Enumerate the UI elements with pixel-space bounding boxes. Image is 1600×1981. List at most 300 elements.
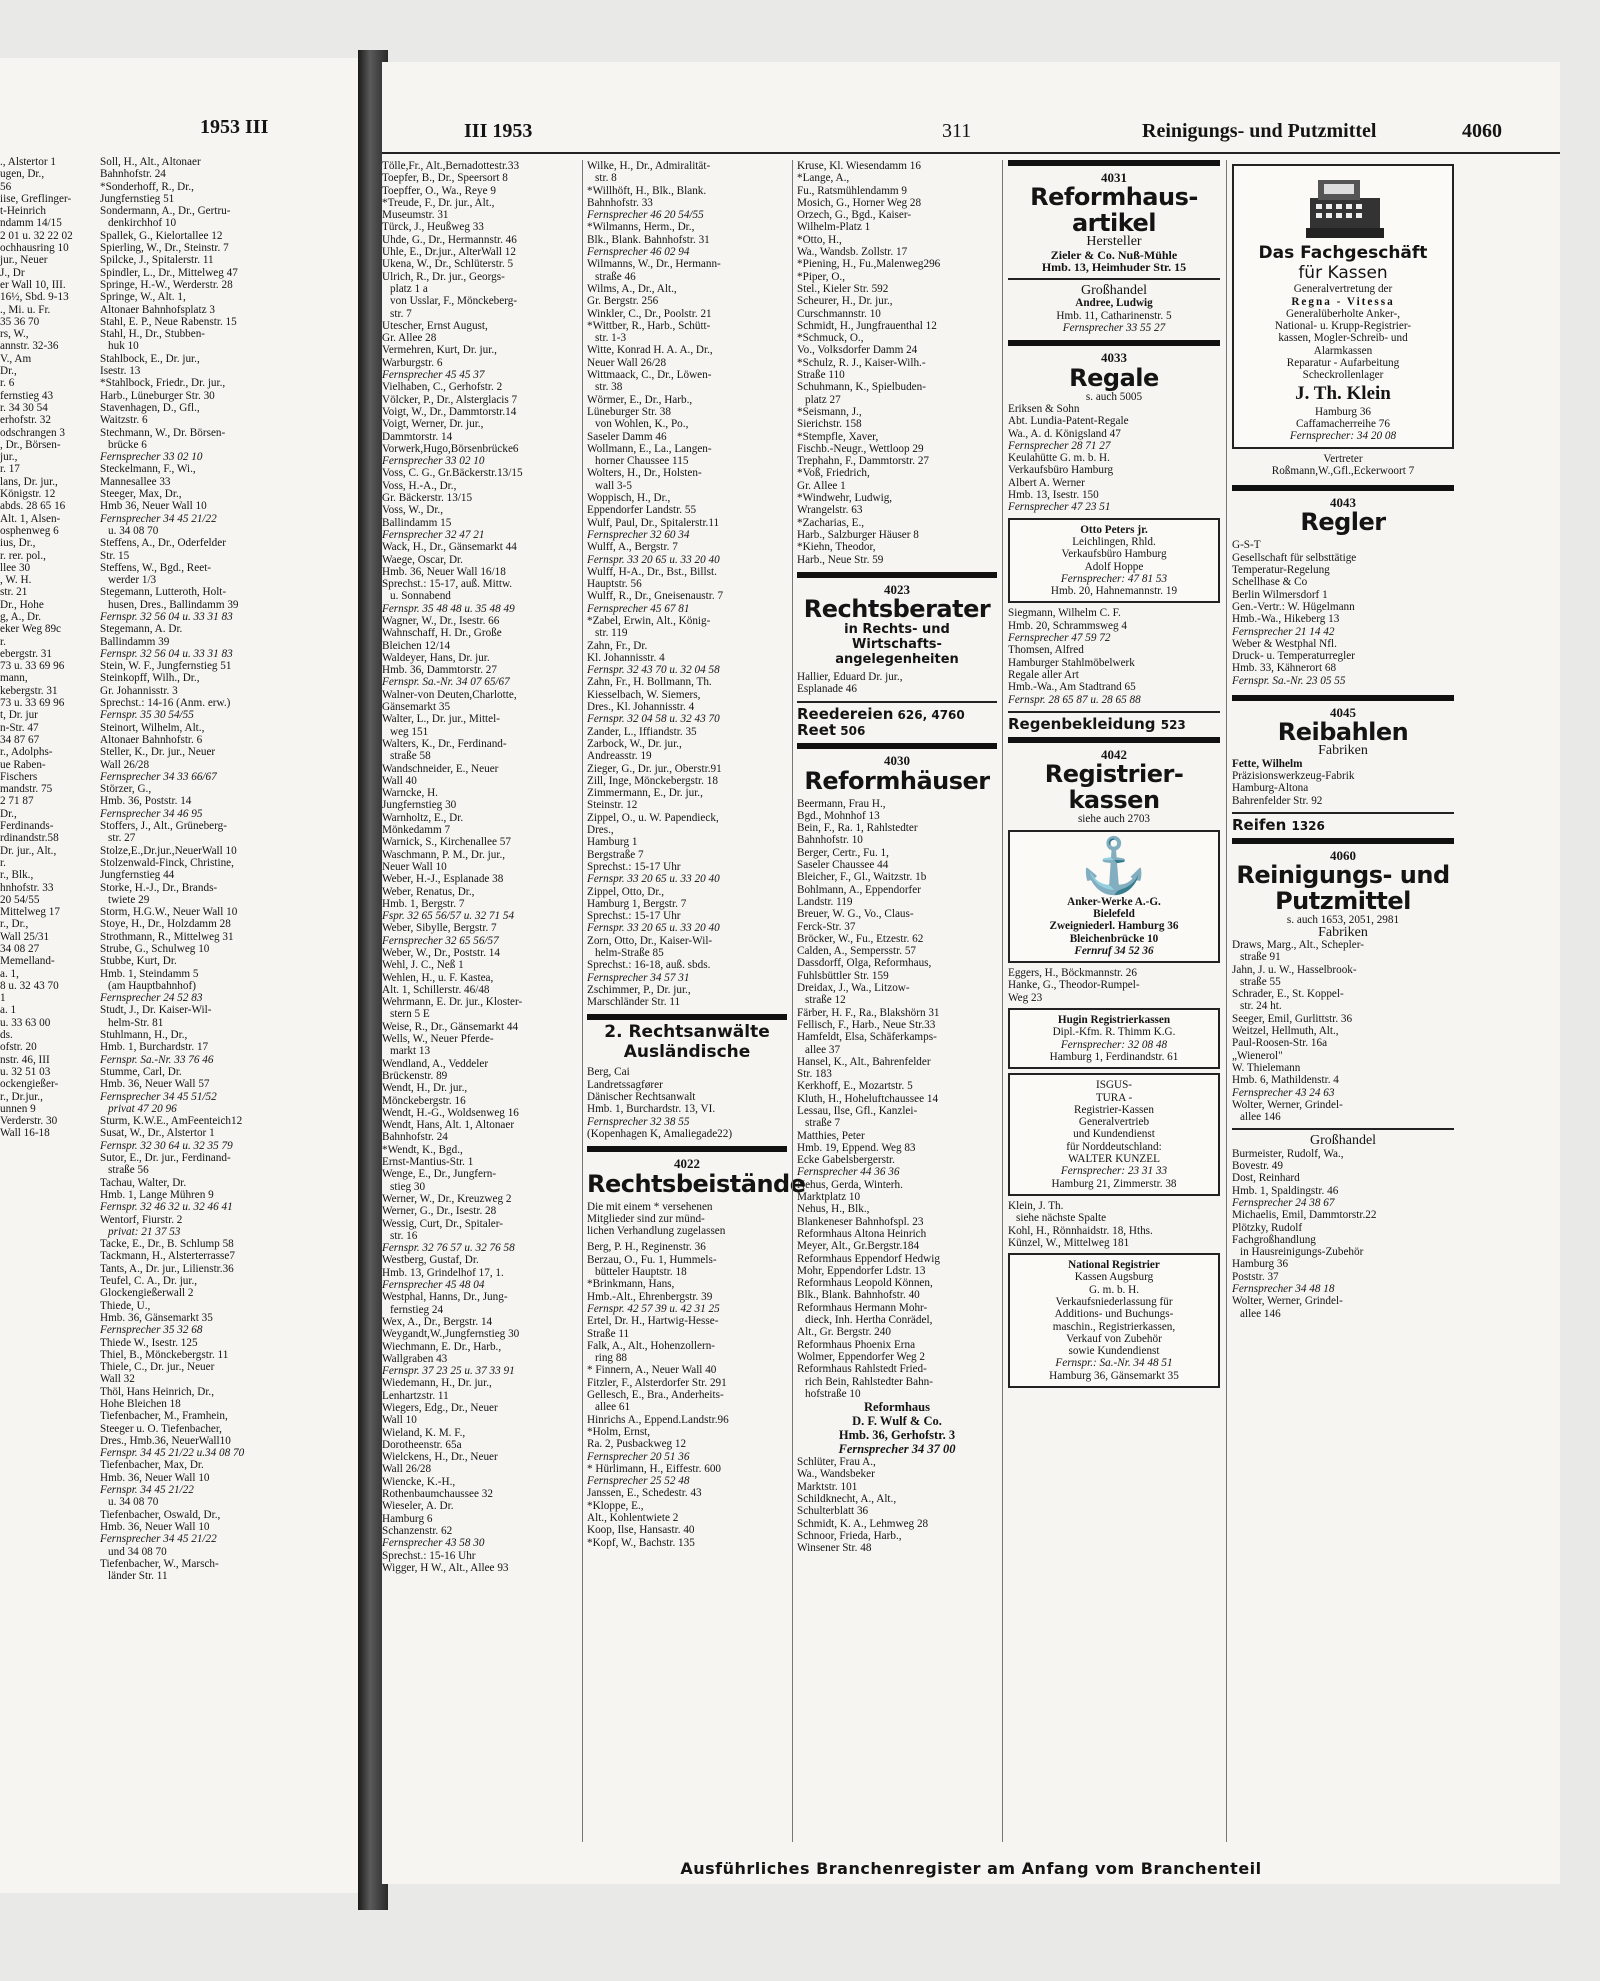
directory-entry: Albert A. Werner (1008, 476, 1085, 489)
directory-entry: Weber, Renatus, Dr., (382, 885, 475, 898)
directory-entry: Bielefeld (1093, 907, 1135, 920)
directory-entry: Schmidt, K. A., Lehmweg 28 (797, 1517, 929, 1530)
directory-entry: Spindler, L., Dr., Mittelweg 47 (100, 266, 238, 279)
directory-entry: Fernsprecher 21 14 42 (1232, 625, 1335, 638)
directory-entry: Dorotheenstr. 65a (382, 1438, 462, 1451)
directory-entry: Wehl, J. C., Neß 1 (382, 959, 464, 972)
left-page (0, 58, 370, 1893)
directory-entry: straße 56 (108, 1164, 149, 1177)
directory-entry: Weise, R., Dr., Gänsemarkt 44 (382, 1020, 519, 1033)
directory-entry: Spilcke, J., Spitalerstr. 11 (100, 254, 214, 267)
directory-entry: Paul-Roosen-Str. 16a (1232, 1037, 1328, 1050)
directory-entry: Fernspr. 32 56 04 u. 33 31 83 (100, 647, 233, 660)
directory-entry: Dassdorff, Olga, Reformhaus, (797, 957, 932, 970)
directory-entry: Rothenbaumchaussee 32 (382, 1488, 493, 1501)
directory-entry: Stegemann, Lutteroth, Holt- (100, 586, 227, 599)
section-title: Registrier-kassen (1044, 760, 1184, 815)
directory-entry: Wagner, W., Dr., Isestr. 66 (382, 614, 500, 627)
directory-entry: G. m. b. H. (1088, 1283, 1140, 1296)
section-4060 (1232, 838, 1454, 939)
directory-entry: Steffens, A., Dr., Oderfelder (100, 537, 226, 550)
directory-entry: Dres., (587, 824, 614, 837)
directory-entry: Künzel, W., Mittelweg 181 (1008, 1236, 1130, 1249)
directory-entry: Kassen Augsburg (1074, 1271, 1154, 1284)
directory-entry: Klein, J. Th. (1008, 1199, 1064, 1212)
directory-entry: Steinstr. 12 (587, 799, 638, 812)
directory-entry: Wa., Wandsbeker (797, 1468, 875, 1481)
directory-entry: Fernsprecher 32 38 55 (587, 1115, 690, 1128)
directory-entry: Hamburger Stahlmöbelwerk (1008, 656, 1135, 669)
directory-entry: in Hausreinigungs-Zubehör (1240, 1246, 1364, 1259)
left-column-b (100, 156, 338, 1582)
directory-entry: str. 7 (390, 307, 412, 320)
directory-entry: Reformhaus Phoenix Erna (797, 1338, 916, 1351)
directory-entry: hofstraße 10 (805, 1387, 861, 1400)
directory-entry: Bgd., Mohnhof 13 (797, 809, 880, 822)
directory-entry: *Zacharias, E., (797, 516, 865, 529)
grosshandel-heading: Großhandel (1080, 283, 1148, 299)
directory-entry: Fernsprecher 34 45 51/52 (100, 1090, 217, 1103)
directory-entry: Fernsprecher 32 65 56/57 (382, 934, 499, 947)
directory-entry: Bohlmann, A., Eppendorfer (797, 883, 921, 896)
directory-entry: rs, W., (0, 328, 29, 341)
directory-entry: Vielhaben, C., Gerhofstr. 2 (382, 381, 503, 394)
directory-entry: 1 (0, 992, 6, 1005)
directory-entry: u. 33 63 00 (0, 1016, 51, 1029)
directory-entry: rich Bein, Rahlstedter Bahn- (805, 1375, 934, 1388)
directory-entry: Hmb. 36, Neuer Wall 10 (100, 1471, 210, 1484)
directory-entry: Draws, Marg., Alt., Schepler- (1232, 938, 1364, 951)
directory-entry: platz 27 (805, 393, 841, 406)
directory-entry: Eriksen & Sohn (1008, 402, 1080, 415)
directory-entry: Fernsprecher 34 33 66/67 (100, 770, 217, 783)
directory-entry: Burmeister, Rudolf, Wa., (1232, 1147, 1344, 1160)
directory-entry: Alt., Gr. Bergstr. 240 (797, 1326, 891, 1339)
directory-entry: Warnholtz, E., Dr. (382, 811, 464, 824)
directory-entry: Hamburg 36 (1232, 1258, 1289, 1271)
directory-entry: *Otto, H., (797, 233, 842, 246)
directory-entry: Altonaer Bahnhofsplatz 3 (100, 303, 215, 316)
directory-entry: Stahlbock, E., Dr. jur., (100, 352, 200, 365)
directory-entry: r. rer. pol., (0, 549, 46, 562)
directory-entry: Wallgraben 43 (382, 1352, 448, 1365)
directory-entry: u. 34 08 70 (108, 524, 159, 537)
directory-entry: Dänischer Rechtsanwalt (587, 1091, 696, 1104)
directory-entry: Marktstr. 101 (797, 1480, 858, 1493)
grosshandel-heading: Großhandel (1309, 1133, 1377, 1149)
directory-entry: Gr. Bergstr. 256 (587, 295, 659, 308)
directory-entry: Ra. 2, Pusbackweg 12 (587, 1438, 687, 1451)
directory-entry: Soll, H., Alt., Altonaer (100, 156, 201, 168)
directory-entry: Wall 32 (100, 1373, 135, 1386)
directory-entry: Schanzenstr. 62 (382, 1524, 453, 1537)
directory-entry: Fernsprecher 28 71 27 (1008, 439, 1111, 452)
directory-entry: Matthies, Peter (797, 1129, 865, 1142)
directory-entry: Fernsprecher: 34 20 08 (1289, 430, 1397, 443)
directory-entry: Waschmann, P. M., Dr. jur., (382, 848, 506, 861)
directory-entry: Hmb.-Wa., Am Stadtrand 65 (1008, 681, 1136, 694)
directory-entry: Fitzler, F., Alsterdorfer Str. 291 (587, 1376, 727, 1389)
directory-entry: Zarbock, W., Dr. jur., (587, 737, 682, 750)
directory-entry: Blankeneser Bahnhofspl. 23 (797, 1215, 924, 1228)
directory-entry: Fernsprecher 45 45 37 (382, 369, 485, 382)
directory-entry: Fernspr. 32 46 32 u. 32 46 41 (100, 1201, 233, 1214)
directory-entry: fernstieg 24 (390, 1303, 444, 1316)
directory-entry: bütteler Hauptstr. 18 (595, 1266, 687, 1279)
directory-entry: Tölle,Fr., Alt.,Bernadottestr.33 (382, 160, 520, 172)
directory-entry: str. 24 ht. (1240, 1000, 1282, 1013)
directory-entry: t, Dr. jur (0, 709, 38, 722)
directory-entry: Kluth, H., Hoheluftchaussee 14 (797, 1092, 939, 1105)
directory-entry: Berger, Certr., Fu. 1, (797, 846, 889, 859)
directory-entry: a. 1 (0, 1004, 17, 1017)
directory-entry: Weg 23 (1008, 991, 1043, 1004)
directory-entry: Wulff, A., Bergstr. 7 (587, 541, 678, 554)
directory-entry: 2 01 u. 32 22 02 (0, 229, 73, 242)
directory-entry: Hauptstr. 56 (587, 578, 642, 591)
section-title: Rechtsberater (803, 595, 991, 624)
directory-entry: Calden, A., Sempersstr. 57 (797, 945, 917, 958)
directory-entry: Schulterblatt 36 (797, 1505, 869, 1518)
directory-entry: Walter, L., Dr. jur., Mittel- (382, 713, 500, 726)
directory-entry: Stavenhagen, D., Gfl., (100, 401, 200, 414)
directory-entry: Wall 10 (382, 1414, 417, 1427)
directory-entry: Hamburg 36, Gänsemarkt 35 (1049, 1369, 1179, 1382)
directory-entry: stern 5 E (390, 1008, 430, 1021)
left-column-a (0, 156, 94, 1140)
directory-entry: Wiechmann, E. Dr., Harb., (382, 1340, 502, 1353)
directory-entry: Hmb. 11, Catharinenstr. 5 (1056, 309, 1172, 322)
directory-entry: Mannesallee 33 (100, 475, 171, 488)
directory-entry: Hmb. 36, Neuer Wall 10 (100, 1520, 210, 1533)
directory-entry: Ernst-Mantius-Str. 1 (382, 1156, 474, 1169)
directory-entry: Stegemann, A. Dr. (100, 623, 183, 636)
directory-entry: W. Thielemann (1232, 1061, 1301, 1074)
section-number: 4060 (1330, 848, 1356, 864)
directory-entry: Fu., Ratsmühlendamm 9 (797, 184, 908, 197)
directory-entry: Hinrichs A., Eppend.Landstr.96 (587, 1413, 729, 1426)
directory-entry: Fernspr. Sa.-Nr. 33 76 46 (100, 1053, 214, 1066)
directory-entry: Steinkopff, Wilh., Dr., (100, 672, 200, 685)
directory-entry: , W. H. (0, 574, 32, 587)
directory-entry: dieck, Inh. Hertha Conrädel, (805, 1314, 933, 1327)
directory-entry: Wa., A. d. Königsland 47 (1008, 427, 1121, 440)
directory-entry: 2 71 87 (0, 795, 34, 808)
directory-entry: t-Heinrich (0, 205, 46, 218)
directory-entry: G-S-T (1232, 539, 1261, 552)
directory-entry: Fernsprecher 34 46 95 (100, 807, 203, 820)
directory-entry: Isestr. 13 (100, 365, 141, 378)
directory-entry: Tiefenbacher, M., Framhein, (100, 1410, 228, 1423)
directory-entry: Fernsprecher 45 48 04 (382, 1279, 485, 1292)
directory-entry: Storm, H.G.W., Neuer Wall 10 (100, 906, 238, 919)
directory-entry: Harb., Lüneburger Str. 30 (100, 389, 215, 402)
directory-entry: Verkaufsbüro Hamburg (1008, 464, 1114, 477)
directory-entry: Zieler & Co. Nuß-Mühle (1050, 248, 1178, 261)
directory-entry: Zahn, Fr., H. Bollmann, Th. (587, 676, 712, 689)
directory-entry: Wiedemann, H., Dr. jur., (382, 1377, 492, 1390)
directory-entry: Temperatur-Regelung (1232, 564, 1330, 577)
directory-entry: Scheckrollenlager (1302, 369, 1384, 382)
directory-entry: Thomsen, Alfred (1008, 644, 1084, 657)
section-title: Reformhäuser (804, 766, 990, 795)
directory-entry: Str. 183 (797, 1068, 832, 1081)
directory-entry: Hmb. 36, Neuer Wall 57 (100, 1078, 210, 1091)
section-number: 4042 (1101, 747, 1127, 763)
directory-entry: lichen Verhandlung zugelassen (587, 1225, 726, 1238)
section-see-also: s. auch 1653, 2051, 2981 (1286, 914, 1400, 927)
directory-entry: Fuhlsbüttler Str. 159 (797, 969, 889, 982)
directory-entry: Bahnhofstr. 10 (797, 834, 863, 847)
page-number: 311 (942, 120, 972, 142)
directory-entry: *Piper, O., (797, 270, 846, 283)
directory-entry: Dres., Hmb.36, NeuerWall10 (100, 1434, 231, 1447)
directory-entry: r., Blk., (0, 869, 34, 882)
directory-entry: Ukena, W., Dr., Schlüterstr. 5 (382, 258, 514, 271)
directory-entry: Kiesselbach, W. Siemers, (587, 688, 701, 701)
directory-entry: Dr. jur., Alt., (0, 844, 57, 857)
directory-entry: horner Chaussee 115 (595, 455, 689, 468)
directory-entry: Woppisch, H., Dr., (587, 492, 671, 505)
directory-entry: Fernsprecher 24 38 67 (1232, 1196, 1335, 1209)
directory-entry: für Kassen (1298, 263, 1388, 284)
directory-entry: weg 151 (390, 725, 429, 738)
directory-entry: Wendland, A., Veddeler (382, 1057, 489, 1070)
directory-entry: Dost, Reinhard (1232, 1172, 1300, 1185)
directory-entry: Walner-von Deuten,Charlotte, (382, 688, 517, 701)
directory-entry: Fernsprecher 34 57 31 (587, 971, 690, 984)
directory-entry: Stel., Kieler Str. 592 (797, 282, 889, 295)
directory-entry: Wolter, Werner, Grindel- (1232, 1295, 1343, 1308)
directory-entry: Plötzky, Rudolf (1232, 1221, 1303, 1234)
directory-entry: Registrier-Kassen (1074, 1103, 1154, 1116)
section-title: Reinigungs- und Putzmittel (1236, 861, 1450, 916)
directory-entry: Fernsprecher: 23 31 33 (1060, 1165, 1168, 1178)
directory-entry: Beermann, Frau H., (797, 797, 886, 810)
directory-entry: Fernspr. 35 48 48 u. 35 48 49 (382, 602, 515, 615)
directory-entry: Wieland, K. M. F., (382, 1426, 466, 1439)
directory-entry: Uhde, G., Dr., Hermannstr. 46 (382, 233, 517, 246)
directory-entry: Straße 110 (797, 369, 845, 382)
directory-entry: str. 8 (595, 172, 617, 185)
directory-entry: Neuer Wall 26/28 (587, 356, 667, 369)
directory-entry: Siegmann, Wilhelm C. F. (1008, 607, 1121, 620)
directory-entry: Jungfernstieg 44 (100, 869, 175, 882)
directory-entry: Schmidt, H., Jungfrauenthal 12 (797, 319, 937, 332)
directory-entry: Wilmanns, W., Dr., Hermann- (587, 258, 721, 271)
directory-entry: Schildknecht, A., Alt., (797, 1493, 897, 1506)
directory-entry: *Wittber, R., Harb., Schütt- (587, 319, 711, 332)
directory-entry: Fischb.-Neugr., Wettloop 29 (797, 442, 924, 455)
directory-entry: Die mit einem * versehenen (587, 1200, 713, 1213)
directory-entry: Warncke, H. (382, 787, 438, 800)
directory-entry: Trephahn, F., Dammtorstr. 27 (797, 455, 930, 468)
directory-entry: Eggers, H., Böckmannstr. 26 (1008, 967, 1137, 980)
directory-entry: Fernsprecher 34 45 21/22 (100, 512, 217, 525)
directory-entry: Hamburg 1, Ferdinandstr. 61 (1049, 1050, 1179, 1063)
footer-note: Ausführliches Branchenregister am Anfang vom Branchenteil (680, 1859, 1262, 1878)
directory-entry: Fette, Wilhelm (1232, 757, 1303, 770)
directory-entry: Teufel, C. A., Dr. jur., (100, 1275, 198, 1288)
directory-entry: *Kiehn, Theodor, (797, 541, 876, 554)
directory-entry: Hmb. 20, Hahnemannstr. 19 (1050, 585, 1178, 598)
directory-entry: Hmb. 36, Neuer Wall 16/18 (382, 565, 506, 578)
directory-entry: Wendt, Hans, Alt. 1, Altonaer (382, 1119, 515, 1132)
directory-entry: Jungfernstieg 51 (100, 192, 175, 205)
directory-entry: Tiefenbacher, Max, Dr. (100, 1459, 204, 1472)
directory-entry: Sturm, K.W.E., AmFeenteich12 (100, 1115, 243, 1128)
directory-entry: u. Sonnabend (390, 590, 451, 603)
directory-entry: Hmb. 20, Schrammsweg 4 (1008, 619, 1128, 632)
directory-entry: Hamburg-Altona (1232, 782, 1309, 795)
directory-entry: Mitglieder sind zur münd- (587, 1212, 705, 1225)
section-number: 4030 (884, 753, 910, 769)
directory-entry: annstr. 32-36 (0, 340, 59, 353)
directory-entry: helm-Straße 85 (595, 947, 664, 959)
directory-entry: Waldeyer, Hans, Dr. jur. (382, 651, 490, 664)
directory-entry: 34 87 67 (0, 733, 40, 746)
directory-entry: Reformhaus (864, 1400, 930, 1415)
directory-entry: Ballindamm 15 (382, 516, 452, 529)
directory-entry: Hmb. 13, Heimhuder Str. 15 (1041, 260, 1187, 274)
directory-entry: Hmb. 1, Lange Mühren 9 (100, 1188, 214, 1201)
directory-entry: str. 21 (0, 586, 28, 599)
directory-entry: Königstr. 12 (0, 488, 56, 501)
directory-entry: Vorwerk,Hugo,Börsenbrücke6 (382, 442, 519, 455)
section-subtitle: Fabriken (1318, 924, 1368, 940)
directory-entry: Gr. Johannisstr. 3 (100, 684, 178, 697)
directory-entry: Mittelweg 17 (0, 906, 60, 919)
directory-entry: ochhausring 10 (0, 242, 69, 255)
directory-entry: Fernspr. 34 45 21/22 (100, 1484, 194, 1497)
directory-entry: Fernsprecher 47 23 51 (1008, 501, 1111, 514)
directory-entry: Fernspr. 42 57 39 u. 42 31 25 (587, 1302, 720, 1315)
directory-entry: Wilke, H., Dr., Admiralität- (587, 160, 711, 172)
directory-entry: Keulahütte G. m. b. H. (1008, 452, 1110, 465)
directory-entry: Bahrenfelder Str. 92 (1232, 794, 1323, 807)
directory-entry: Ferck-Str. 37 (797, 920, 856, 933)
directory-entry: Hmb. 36, Dammtorstr. 27 (382, 664, 497, 677)
cash-register-icon (1288, 170, 1398, 240)
directory-entry: Altonaer Bahnhofstr. 6 (100, 733, 203, 746)
left-page-header: 1953 III (200, 116, 269, 138)
directory-entry: Lenhartzstr. 11 (382, 1389, 449, 1402)
directory-entry: jur., Neuer (0, 254, 48, 267)
directory-entry: Spierling, W., Dr., Steinstr. 7 (100, 242, 229, 255)
directory-entry: Scheurer, H., Dr. jur., (797, 295, 893, 308)
directory-entry: platz 1 a (390, 282, 428, 295)
section-rechtsanwaelte-auslaendische (587, 1014, 787, 1062)
header-rule (382, 152, 1560, 154)
directory-entry: Sprechst.: 16-18, auß. sbds. (587, 959, 711, 972)
directory-entry: Waege, Oscar, Dr. (382, 553, 463, 566)
directory-entry: eker Weg 89c (0, 623, 62, 636)
directory-entry: * Finnern, A., Neuer Wall 40 (587, 1364, 717, 1377)
directory-entry: Fernspr. 28 65 87 u. 28 65 88 (1008, 693, 1141, 706)
directory-entry: Wa., Wandsb. Zollstr. 17 (797, 246, 908, 259)
section-subtitle: in Rechts- und Wirtschafts-angelegenheiten (835, 622, 959, 668)
directory-entry: Kohl, H., Rönnhaidstr. 18, Hths. (1008, 1224, 1153, 1237)
directory-entry: iise, Greflinger- (0, 192, 72, 205)
directory-entry: str. 38 (595, 381, 623, 394)
directory-entry: Weitzel, Hellmuth, Alt., (1232, 1025, 1339, 1038)
directory-entry: Springe, H.-W., Werderstr. 28 (100, 278, 233, 291)
directory-entry: Alt. 1, Alsen- (0, 512, 61, 525)
directory-entry: und 34 08 70 (108, 1545, 167, 1558)
directory-entry: Färber, H. F., Ra., Blakshörn 31 (797, 1006, 940, 1019)
directory-entry: Zippel, Otto, Dr., (587, 885, 665, 898)
directory-entry: Reformhaus Hermann Mohr- (797, 1301, 928, 1314)
directory-entry: Fernsprecher 33 55 27 (1062, 322, 1166, 335)
directory-entry: Hmb. 33, Kähnerort 68 (1232, 662, 1337, 675)
directory-entry: Wahnschaff, H. Dr., Große (382, 627, 502, 640)
directory-entry: Fellisch, F., Harb., Neue Str.33 (797, 1018, 936, 1031)
directory-entry: denkirchhof 10 (108, 217, 177, 230)
directory-entry: Caffamacherreihe 76 (1296, 417, 1390, 430)
directory-entry: *Sonderhoff, R., Dr., (100, 180, 194, 193)
directory-entry: Wolter, Werner, Grindel- (1232, 1098, 1343, 1111)
directory-entry: straße 46 (595, 270, 636, 283)
section-subtitle: Hersteller (1086, 234, 1142, 250)
directory-entry: Gellesch, E., Bra., Anderheits- (587, 1389, 724, 1402)
directory-entry: Reparatur - Aufarbeitung (1286, 357, 1400, 370)
directory-entry: Hamburg 21, Zimmerstr. 38 (1051, 1177, 1177, 1190)
directory-entry: Regale aller Art (1008, 668, 1079, 681)
directory-entry: Stechmann, W., Dr. Börsen- (100, 426, 226, 439)
directory-entry: r. (0, 635, 6, 648)
directory-entry: hnhofstr. 33 (0, 881, 54, 894)
directory-entry: Brückenstr. 89 (382, 1069, 448, 1082)
directory-entry: Vermehren, Kurt, Dr. jur., (382, 344, 497, 357)
directory-entry: Wittmaack, C., Dr., Löwen- (587, 369, 712, 382)
directory-entry: Fernspr. 32 76 57 u. 32 76 58 (382, 1242, 515, 1255)
directory-entry: Berzau, O., Fu. 1, Hummels- (587, 1253, 717, 1266)
directory-entry: Susat, W., Dr., Alstertor 1 (100, 1127, 215, 1140)
directory-entry: WALTER KUNZEL (1068, 1153, 1160, 1166)
directory-entry: ugen, Dr., (0, 168, 45, 181)
directory-entry: mandstr. 75 (0, 783, 53, 796)
directory-entry: Hmb 36, Neuer Wall 10 (100, 500, 207, 513)
otto-peters-ad (1008, 518, 1220, 604)
directory-entry: Landstr. 119 (797, 895, 853, 908)
directory-entry: Hmb. 19, Eppend. Weg 83 (797, 1141, 916, 1154)
directory-entry: Winkler, C., Dr., Poolstr. 21 (587, 307, 712, 320)
directory-entry: str. 27 (108, 832, 136, 845)
directory-entry: ebergstr. 31 (0, 647, 52, 660)
directory-entry: 34 08 27 (0, 943, 40, 955)
directory-entry: Lüneburger Str. 38 (587, 405, 671, 418)
directory-entry: Toepffer, O., Wa., Reye 9 (382, 184, 496, 197)
directory-entry: Michaelis, Emil, Dammtorstr.22 (1232, 1209, 1377, 1222)
directory-entry: Kerkhoff, E., Mozartstr. 5 (797, 1080, 913, 1093)
directory-entry: (Kopenhagen K, Amaliegade22) (587, 1127, 733, 1140)
directory-entry: helm-Str. 81 (108, 1016, 164, 1029)
directory-entry: Fischers (0, 770, 38, 783)
directory-entry: *Voß, Friedrich, (797, 467, 870, 480)
directory-entry: J. Th. Klein (1295, 382, 1391, 404)
directory-entry: osphenweg 6 (0, 524, 59, 537)
directory-entry: Stuhlmann, H., Dr., (100, 1029, 188, 1042)
directory-entry: Wörmer, E., Dr., Harb., (587, 393, 693, 406)
directory-entry: 35 36 70 (0, 315, 40, 328)
directory-entry: Voss, H.-A., Dr., (382, 479, 457, 492)
section-4033 (1008, 340, 1220, 403)
directory-entry: Hamburg 6 (382, 1512, 433, 1525)
directory-entry: Hohe Bleichen 18 (100, 1397, 181, 1410)
directory-entry: Fernsprecher: 32 08 48 (1060, 1038, 1168, 1051)
directory-entry: Wandschneider, E., Neuer (382, 762, 499, 775)
directory-entry: *Schmuck, O., (797, 332, 864, 345)
